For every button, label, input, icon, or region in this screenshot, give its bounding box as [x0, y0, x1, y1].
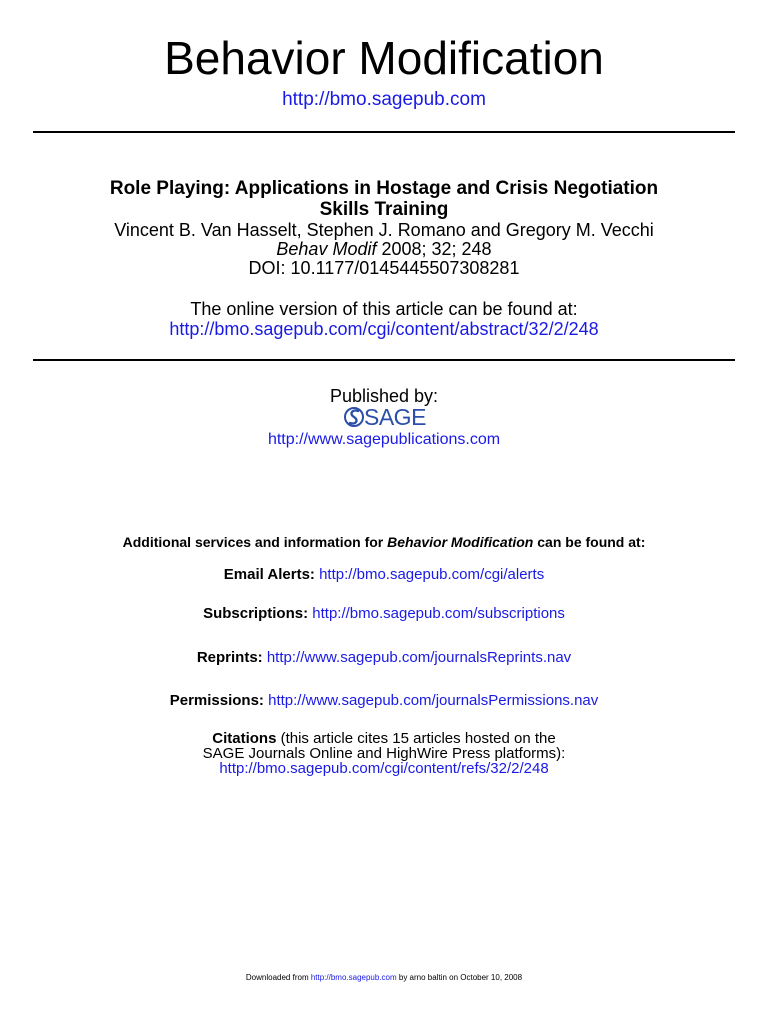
- citations-line3: [0, 761, 768, 777]
- footer-suffix: by arno baltin on October 10, 2008: [396, 973, 523, 982]
- sage-logo-text: SAGE: [364, 404, 426, 430]
- online-version-row: [0, 318, 768, 340]
- top-divider: [33, 131, 735, 133]
- article-title-line1: Role Playing: Applications in Hostage and Crisis Negotiation: [109, 178, 659, 199]
- article-authors: Vincent B. Van Hasselt, Stephen J. Romano and Gregory M. Vecchi: [114, 220, 654, 240]
- journal-url-row: [0, 88, 768, 112]
- published-by-label: Published by:: [329, 386, 439, 406]
- permissions-row: [0, 692, 768, 710]
- publisher-url-link[interactable]: http://www.sagepublications.com: [267, 431, 501, 448]
- permissions-label: Permissions:: [169, 692, 264, 709]
- services-journal: Behavior Modification: [387, 534, 534, 550]
- download-footer: [0, 973, 768, 983]
- article-doi: DOI: 10.1177/0145445507308281: [248, 258, 520, 278]
- article-title: [0, 178, 768, 220]
- email-alerts-row: [0, 566, 768, 584]
- citations-text1: (this article cites 15 articles hosted on the: [276, 730, 556, 747]
- article-title-line2: Skills Training: [319, 199, 449, 220]
- subscriptions-label: Subscriptions:: [203, 605, 309, 622]
- article-citation: [0, 239, 768, 259]
- citation-journal: Behav Modif: [276, 239, 377, 259]
- subscriptions-link[interactable]: http://bmo.sagepub.com/subscriptions: [312, 605, 565, 622]
- reprints-row: [0, 649, 768, 667]
- journal-url-link[interactable]: http://bmo.sagepub.com: [282, 89, 486, 110]
- online-version-link[interactable]: http://bmo.sagepub.com/cgi/content/abstract/32/2/248: [169, 319, 599, 339]
- citation-details: 2008; 32; 248: [376, 239, 492, 259]
- services-prefix: Additional services and information for: [122, 534, 388, 550]
- journal-title: Behavior Modification: [164, 32, 604, 84]
- email-alerts-link[interactable]: http://bmo.sagepub.com/cgi/alerts: [319, 566, 545, 583]
- subscriptions-row: [0, 605, 768, 623]
- reprints-link[interactable]: http://www.sagepub.com/journalsReprints.nav: [266, 649, 572, 666]
- citations-line2: SAGE Journals Online and HighWire Press platforms):: [202, 745, 566, 762]
- sage-swirl-icon: [344, 405, 364, 429]
- reprints-label: Reprints:: [196, 649, 263, 666]
- sage-logo: [344, 405, 434, 429]
- services-suffix: can be found at:: [533, 534, 646, 550]
- email-alerts-label: Email Alerts:: [223, 566, 315, 583]
- footer-prefix: Downloaded from: [245, 973, 311, 982]
- additional-services-heading: [0, 533, 768, 551]
- citations-label: Citations: [212, 730, 277, 747]
- online-version-label: The online version of this article can be found at:: [190, 299, 578, 319]
- publisher-url-row: [0, 430, 768, 450]
- middle-divider: [33, 359, 735, 361]
- permissions-link[interactable]: http://www.sagepub.com/journalsPermissions.nav: [268, 692, 599, 709]
- footer-link[interactable]: http://bmo.sagepub.com: [310, 973, 397, 982]
- citations-link[interactable]: http://bmo.sagepub.com/cgi/content/refs/32/2/248: [219, 760, 549, 777]
